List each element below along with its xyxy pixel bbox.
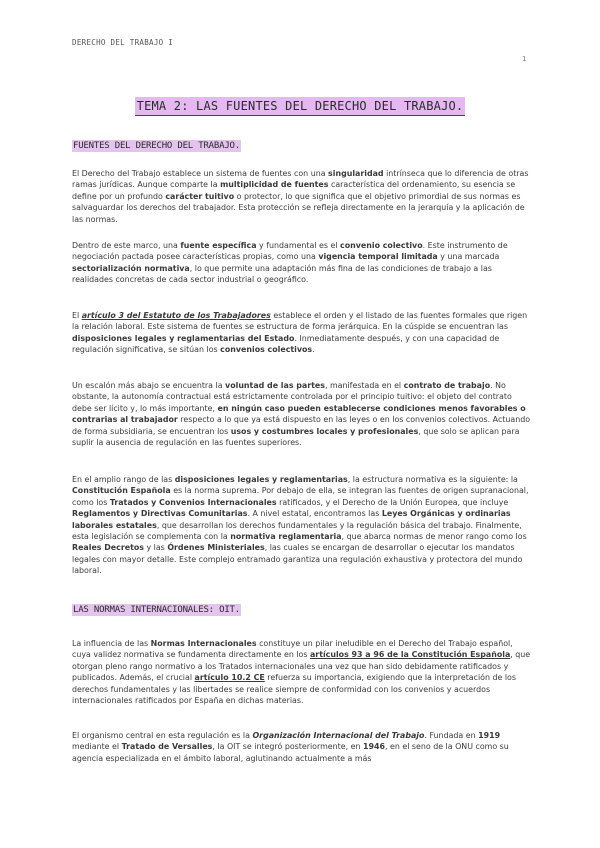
text-run: , que otorgan pleno rango normativo a los Tratados internacionales una vez que han sido debidamente ratificados y publicados. Además, el crucial: [72, 650, 531, 683]
emphasis-text: convenio colectivo: [340, 241, 423, 250]
emphasis-text: 1919: [478, 731, 501, 740]
emphasis-text: artículos 93 a 96 de la Constitución Española: [309, 650, 511, 660]
emphasis-text: normativa reglamentaria: [230, 532, 342, 542]
emphasis-text: Tratados y Convenios Internacionales: [109, 497, 277, 507]
text-run: El: [72, 311, 82, 320]
emphasis-text: artículo 3 del Estatuto de los Trabajadores: [81, 311, 271, 320]
section-heading-fuentes: FUENTES DEL DERECHO DEL TRABAJO.: [73, 141, 240, 151]
text-run: . Este instrumento de negociación pactada posee características propias, como una: [72, 241, 508, 262]
text-run: , manifestada en el: [324, 381, 404, 390]
text-run: respecto a lo que ya está dispuesto en las leyes o en los convenios colectivos. Actuando de forma subsidiaria, se encuentran los: [72, 415, 531, 436]
text-run: , que abarca normas de menor rango como los: [341, 532, 527, 542]
paragraph: [72, 730, 532, 764]
emphasis-text: Reglamentos y Directivas Comunitarias: [72, 509, 248, 519]
text-run: , las cuales se encargan de desarrollar o ejecutar los mandatos legales con mayor detalle. Este complejo entramado garantiza una regulación exhaustiva y protectora del mundo laboral.: [72, 543, 523, 576]
paragraph: [72, 310, 532, 356]
text-run: o protector, lo que significa que el objetivo primordial de sus normas es salvaguardar los derechos del trabajador. Esta protección se refleja directamente en la jerarquía y la aplicación de las normas.: [72, 191, 525, 224]
text-run: .: [312, 345, 315, 355]
text-run: El Derecho del Trabajo establece un sistema de fuentes con una: [72, 169, 329, 178]
text-run: El organismo central en esta regulación es la: [72, 731, 253, 740]
text-run: y una marcada: [437, 252, 500, 262]
emphasis-text: en ningún caso pueden establecerse condiciones menos favorables o contrarias al trabajador: [72, 403, 526, 425]
emphasis-text: contrato de trabajo: [403, 381, 491, 390]
emphasis-text: usos y costumbres locales y profesionales: [230, 426, 419, 436]
text-run: ratificados, y el Derecho de la Unión Europea, que incluye: [276, 497, 509, 507]
paragraph: [72, 168, 532, 225]
emphasis-text: vigencia temporal limitada: [318, 252, 438, 262]
text-run: , lo que permite una adaptación más fina de las condiciones de trabajo a las realidades concretas de cada sector industrial o geográfico.: [72, 263, 492, 285]
emphasis-text: multiplicidad de fuentes: [220, 180, 329, 190]
text-run: En el amplio rango de las: [72, 475, 175, 484]
text-run: , la OIT se integró posteriormente, en: [212, 742, 363, 752]
emphasis-text: disposiciones legales y reglamentarias: [174, 475, 348, 484]
emphasis-text: voluntad de las partes: [225, 381, 325, 390]
section-heading-oit: LAS NORMAS INTERNACIONALES: OIT.: [73, 605, 240, 615]
paragraph: [72, 380, 532, 448]
text-run: La influencia de las: [72, 639, 151, 648]
text-run: Dentro de este marco, una: [72, 241, 181, 250]
emphasis-text: artículo 10.2 CE: [194, 673, 265, 683]
emphasis-text: singularidad: [328, 169, 384, 178]
document-title: TEMA 2: LAS FUENTES DEL DERECHO DEL TRABAJO.: [135, 97, 466, 116]
running-header: DERECHO DEL TRABAJO I: [72, 38, 174, 47]
text-run: mediante el: [72, 742, 122, 752]
text-run: es la norma suprema. Por debajo de ella, se integran las fuentes de origen supranacional, como los: [72, 486, 529, 507]
emphasis-text: Órdenes Ministeriales: [167, 543, 265, 553]
emphasis-text: Constitución Española: [72, 486, 171, 496]
text-run: , que solo se aplican para suplir la ausencia de regulación en las fuentes superiores.: [72, 426, 520, 448]
text-run: . A nivel estatal, encontramos las: [247, 509, 382, 519]
page-number: 1: [522, 55, 527, 63]
emphasis-text: fuente específica: [180, 241, 257, 250]
emphasis-text: Organización Internacional del Trabajo: [252, 731, 425, 740]
emphasis-text: sectorialización normativa: [72, 263, 190, 273]
text-run: . Inmediatamente después, y con una capacidad de regulación significativa, se sitúan los: [72, 333, 500, 355]
emphasis-text: convenios colectivos: [220, 345, 313, 355]
emphasis-text: 1946: [362, 742, 385, 752]
title-wrapper: [0, 95, 600, 116]
text-run: Un escalón más abajo se encuentra la: [72, 381, 226, 390]
text-run: característica del ordenamiento, su esencia se define por un profundo: [72, 180, 516, 201]
emphasis-text: carácter tuitivo: [165, 191, 235, 201]
text-run: , la estructura normativa es la siguiente: la: [347, 475, 518, 484]
text-run: y fundamental es el: [256, 241, 341, 250]
text-run: y las: [143, 543, 168, 553]
emphasis-text: Tratado de Versalles: [121, 742, 213, 752]
emphasis-text: Leyes Orgánicas y ordinarias laborales estatales: [72, 509, 511, 530]
emphasis-text: Normas Internacionales: [150, 639, 257, 648]
paragraph: [72, 240, 532, 286]
text-run: , en el seno de la ONU como su agencia especializada en el ámbito laboral, aglutinando actualmente a más: [72, 742, 509, 763]
text-run: constituye un pilar ineludible en el Derecho del Trabajo español, cuya validez normativa se fundamenta directamente en los: [72, 639, 513, 660]
text-run: establece el orden y el listado de las fuentes formales que rigen la relación laboral. Este sistema de fuentes se estructura de forma jerárquica. En la cúspide se encuentran las: [72, 311, 528, 332]
text-run: , que desarrollan los derechos fundamentales y la regulación básica del trabajo. Finalmente, esta legislación se complementa con la: [72, 520, 522, 542]
emphasis-text: Reales Decretos: [72, 543, 144, 553]
paragraph: [72, 474, 532, 577]
text-run: . Fundada en: [424, 731, 479, 740]
text-run: intrínseca que lo diferencia de otras ramas jurídicas. Aunque comparte la: [72, 169, 529, 190]
text-run: . No obstante, la autonomía contractual está estrictamente controlada por el principio tuitivo: el objeto del contrato debe ser lícito y, lo más importante,: [72, 381, 512, 413]
text-run: refuerza su importancia, exigiendo que la interpretación de los derechos fundamentales y las libertades se realice siempre de conformidad con los convenios y acuerdos internacionales ratificados por España en dichas materias.: [72, 673, 516, 706]
paragraph: [72, 638, 532, 706]
emphasis-text: disposiciones legales y reglamentarias del Estado: [72, 333, 295, 343]
